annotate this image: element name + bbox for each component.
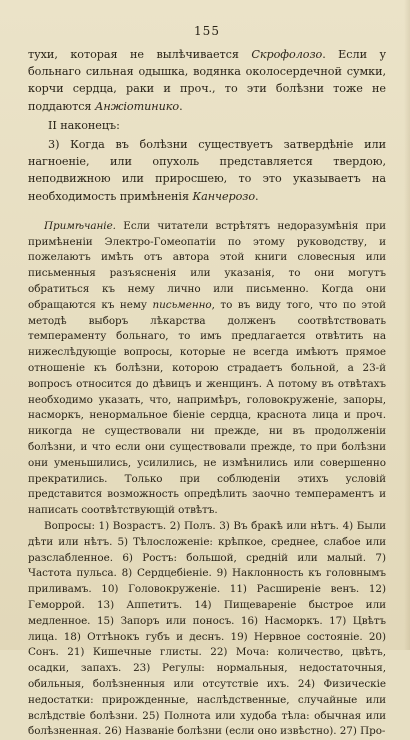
note-label: Примѣчаніе. xyxy=(44,219,116,232)
note-text: Если читатели встрѣтятъ недоразумѣнія при примѣненіи Электро-Гомеопатіи по этому руководству, и пожелаютъ имѣть отъ автора этой книги словесныя или письменныя разъясненія или указанія, то они могутъ обратиться къ нему лично или письменно. Когда они обращаются къ нему xyxy=(28,219,386,311)
page-number: 155 xyxy=(194,24,220,38)
paragraph-text: . xyxy=(255,189,259,203)
note-italic-word: письменно xyxy=(152,298,212,311)
note-paragraph xyxy=(28,219,386,519)
paragraph-text: . Если у больнаго сильная одышка, водянка околосердечной сумки, корчи сердца, раки и проч., то эти болѣзни тоже не поддаются xyxy=(28,48,386,113)
italic-remedy-name: Канчерозо xyxy=(192,189,256,203)
paragraph-text: 3) Когда въ болѣзни существуетъ затвердѣніе или нагноеніе, или опухоль представляется твердою, неподвижною или приросшею, то это указываетъ на необходимость примѣненія xyxy=(28,138,386,203)
questions-paragraph: Вопросы: 1) Возрастъ. 2) Полъ. 3) Въ бракѣ или нѣтъ. 4) Были дѣти или нѣтъ. 5) Тѣлосложеніе: крѣпкое, среднее, слабое или разслабленное. 6) Ростъ: большой, средній или малый. 7) Частота пульса. 8) Сердцебіеніе. 9) Наклонность къ головнымъ приливамъ. 10) Головокруженіе. 11) Расширеніе венъ. 12) Геморрой. 13) Аппетитъ. 14) Пищевареніе быстрое или медленное. 15) Запоръ или поносъ. 16) Насморкъ. 17) Цвѣтъ лица. 18) Оттѣнокъ губъ и деснъ. 19) Нервное состояніе. 20) Сонъ. 21) Кишечные глисты. 22) Моча: количество, цвѣтъ, осадки, запахъ. 23) Регулы: нормальныя, недостаточныя, обильныя, болѣзненныя или отсутствіе ихъ. 24) Физическіе недостатки: прирожденные, наслѣдственные, случайные или вслѣдствіе болѣзни. 25) Полнота или худоба тѣла: обычная или болѣзненная. 26) Названіе болѣзни (если оно извѣстно). 27) Про- xyxy=(28,519,386,738)
paragraph-point-3 xyxy=(28,136,386,205)
italic-remedy-name: Анжіотинико xyxy=(94,99,180,113)
section-heading-ii: II наконецъ: xyxy=(48,118,120,132)
paragraph-continuation xyxy=(28,46,386,115)
paragraph-text: . xyxy=(179,99,183,113)
italic-remedy-name: Скрофолозо xyxy=(251,48,323,61)
note-text: , то въ виду того, что по этой методѣ выборъ лѣкарства долженъ соотвѣтствовать темпераменту больнаго, то имъ предлагается отвѣтить на нижеслѣдующіе вопросы, которые не всегда имѣютъ прямое отношеніе къ болѣзни, которою страдаетъ больной, а 23-й вопросъ относится до дѣвицъ и женщинъ. А потому въ отвѣтахъ необходимо указать, что, напримѣръ, головокруженіе, запоры, насморкъ, ненормальное біеніе сердца, краснота лица и проч. никогда не существовали ни прежде, ни въ продолженіи болѣзни, и что если они существовали прежде, то при болѣзни они уменьшились, усилились, не измѣнились или совершенно прекратились. Только при соблюденіи этихъ условій представится возможность опредѣлить заочно темпераментъ и написать соотвѣтствующій отвѣтъ. xyxy=(28,298,386,517)
paragraph-text: тухи, которая не вылѣчивается xyxy=(28,48,252,61)
